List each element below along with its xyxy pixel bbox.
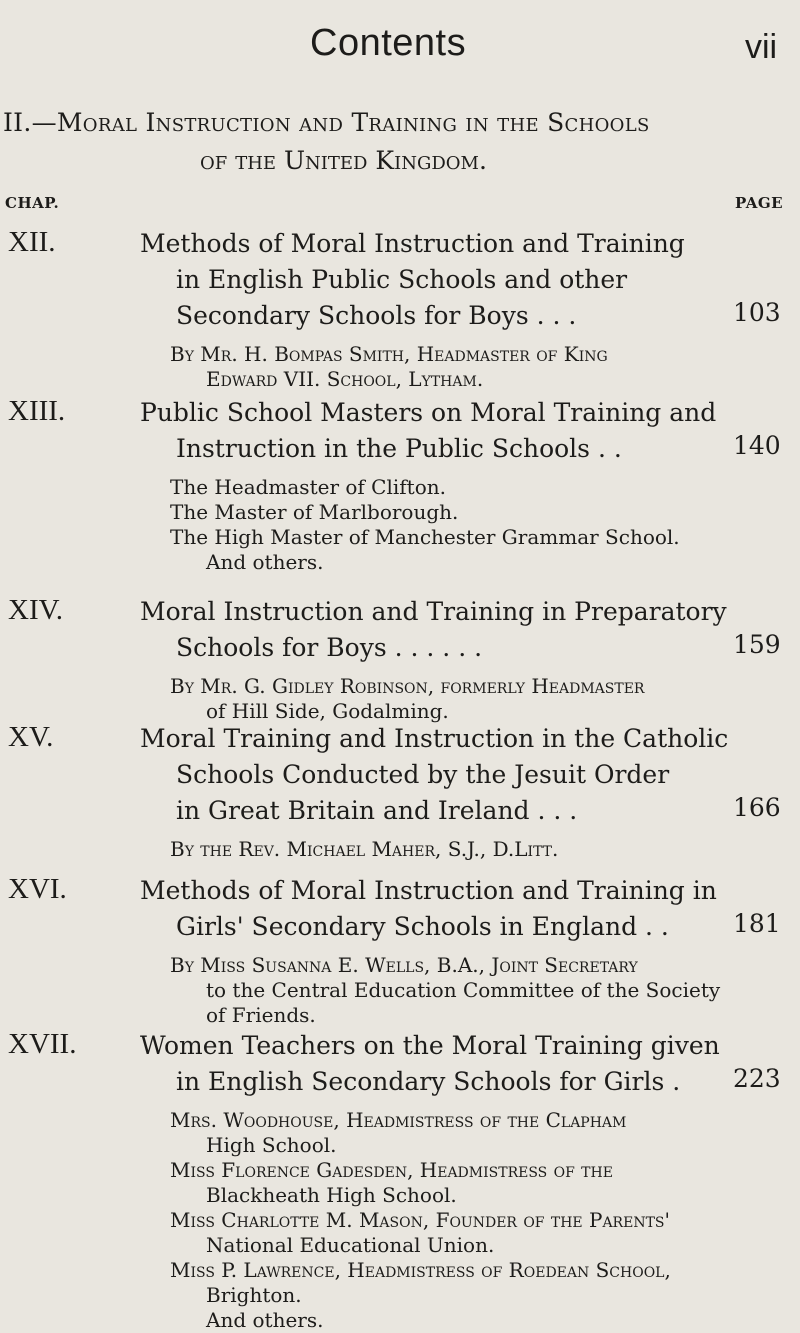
chapter-column-label: CHAP. bbox=[5, 194, 60, 212]
author-line: Mrs. Woodhouse, Headmistress of the Clapham bbox=[170, 1108, 627, 1132]
author-line: The Master of Marlborough. bbox=[170, 500, 459, 524]
title-line: Schools Conducted by the Jesuit Order bbox=[176, 760, 670, 789]
author-line: Blackheath High School. bbox=[206, 1183, 457, 1207]
page-title: Contents bbox=[310, 22, 467, 64]
title-line: Secondary Schools for Boys . . . bbox=[176, 301, 577, 330]
chapter-authors bbox=[170, 953, 730, 1028]
author-line: The High Master of Manchester Grammar School. bbox=[170, 525, 680, 549]
chapter-authors bbox=[170, 342, 730, 392]
chapter-number: XVII. bbox=[8, 1028, 77, 1060]
page-header bbox=[0, 22, 800, 72]
chapter-page: 181 bbox=[733, 909, 781, 938]
section-subtitle: of the United Kingdom. bbox=[200, 146, 487, 175]
author-line: And others. bbox=[206, 550, 324, 574]
author-line: to the Central Education Committee of the Society bbox=[206, 978, 721, 1002]
chapter-page: 159 bbox=[733, 630, 781, 659]
title-line: in Great Britain and Ireland . . . bbox=[176, 796, 578, 825]
title-line: Public School Masters on Moral Training and bbox=[140, 398, 717, 427]
chapter-page: 223 bbox=[733, 1064, 781, 1093]
author-line: High School. bbox=[206, 1133, 337, 1157]
author-line: By the Rev. Michael Maher, S.J., D.Litt. bbox=[170, 837, 559, 861]
title-line: Instruction in the Public Schools . . bbox=[176, 434, 622, 463]
title-line: in English Secondary Schools for Girls . bbox=[176, 1067, 681, 1096]
title-line: Women Teachers on the Moral Training given bbox=[140, 1031, 720, 1060]
title-line: Moral Instruction and Training in Preparatory bbox=[140, 597, 727, 626]
chapter-authors bbox=[170, 475, 730, 575]
chapter-page: 103 bbox=[733, 298, 781, 327]
author-line: By Mr. G. Gidley Robinson, formerly Headmaster bbox=[170, 674, 645, 698]
chapter-authors bbox=[170, 674, 730, 724]
title-line: in English Public Schools and other bbox=[176, 265, 628, 294]
chapter-number: XVI. bbox=[8, 873, 67, 905]
author-line: of Friends. bbox=[206, 1003, 316, 1027]
chapter-title bbox=[140, 873, 725, 945]
title-line: Moral Training and Instruction in the Catholic bbox=[140, 724, 729, 753]
chapter-title bbox=[140, 721, 729, 829]
page-column-label: PAGE bbox=[735, 194, 784, 212]
page-number: vii bbox=[745, 28, 778, 66]
title-line: Methods of Moral Instruction and Training bbox=[140, 229, 685, 258]
author-line: By Miss Susanna E. Wells, B.A., Joint Secretary bbox=[170, 953, 638, 977]
chapter-number: XV. bbox=[8, 721, 54, 753]
section-title: II.—Moral Instruction and Training in the Schools bbox=[3, 108, 650, 137]
author-line: By Mr. H. Bompas Smith, Headmaster of King bbox=[170, 342, 608, 366]
chapter-authors bbox=[170, 1108, 730, 1333]
author-line: of Hill Side, Godalming. bbox=[206, 699, 449, 723]
title-line: Methods of Moral Instruction and Training in bbox=[140, 876, 717, 905]
title-line: Schools for Boys . . . . . . bbox=[176, 633, 483, 662]
author-line: The Headmaster of Clifton. bbox=[170, 475, 446, 499]
title-line: Girls' Secondary Schools in England . . bbox=[176, 912, 669, 941]
chapter-number: XIV. bbox=[8, 594, 64, 626]
author-line: Miss Florence Gadesden, Headmistress of the bbox=[170, 1158, 613, 1182]
author-line: Brighton. bbox=[206, 1283, 302, 1307]
author-line: And others. bbox=[206, 1308, 324, 1332]
chapter-title bbox=[140, 395, 725, 467]
chapter-number: XIII. bbox=[8, 395, 66, 427]
chapter-page: 140 bbox=[733, 431, 781, 460]
author-line: Miss P. Lawrence, Headmistress of Roedean School, bbox=[170, 1258, 671, 1282]
author-line: National Educational Union. bbox=[206, 1233, 495, 1257]
chapter-authors bbox=[170, 837, 730, 862]
chapter-title bbox=[140, 226, 725, 334]
chapter-page: 166 bbox=[733, 793, 781, 822]
chapter-title bbox=[140, 594, 725, 666]
chapter-number: XII. bbox=[8, 226, 56, 258]
author-line: Miss Charlotte M. Mason, Founder of the Parents' bbox=[170, 1208, 670, 1232]
author-line: Edward VII. School, Lytham. bbox=[206, 367, 484, 391]
chapter-title bbox=[140, 1028, 725, 1100]
